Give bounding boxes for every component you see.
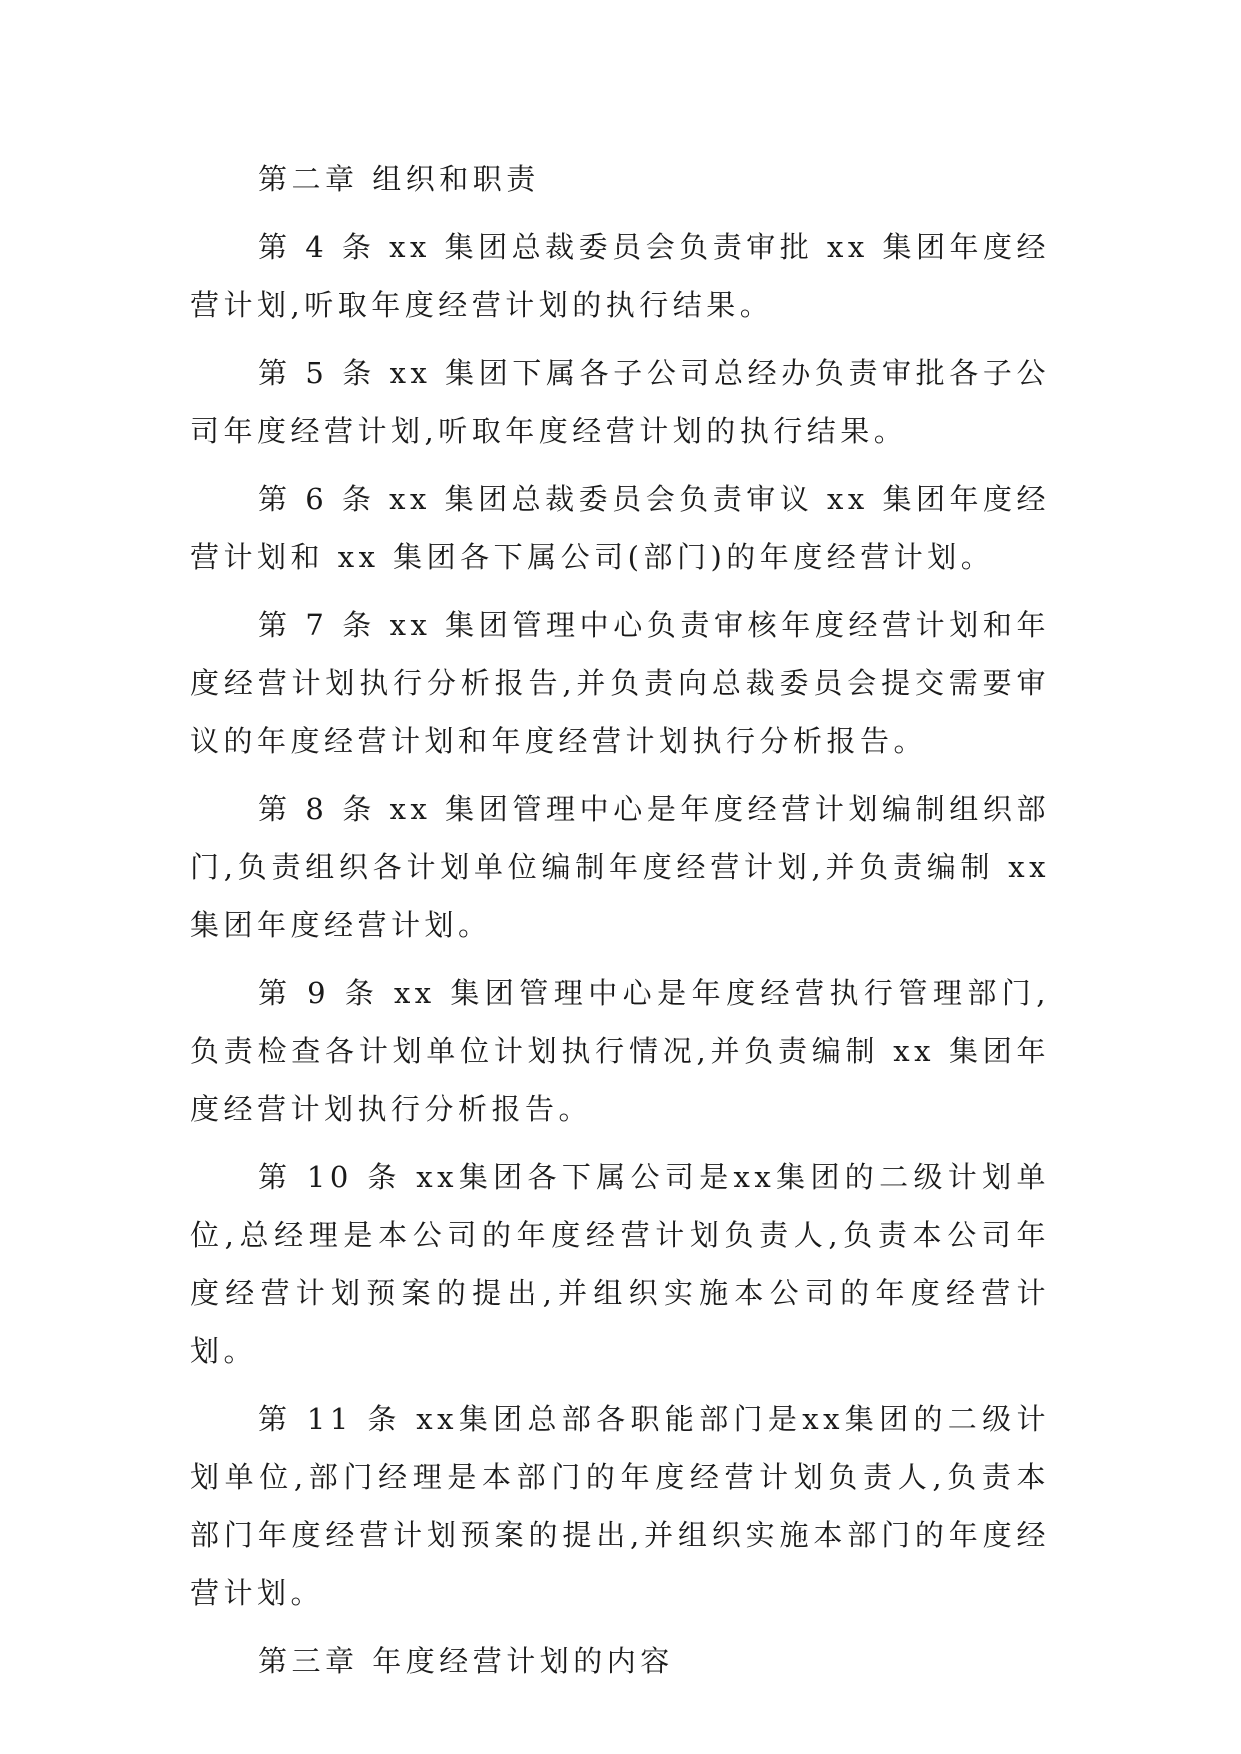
article-5: 第 5 条 xx 集团下属各子公司总经办负责审批各子公司年度经营计划,听取年度经营计划的执行结果。 [190, 356, 1050, 448]
chapter-3-heading: 第三章 年度经营计划的内容 [258, 1644, 674, 1678]
article-11: 第 11 条 xx集团总部各职能部门是xx集团的二级计划单位,部门经理是本部门的年度经营计划负责人,负责本部门年度经营计划预案的提出,并组织实施本部门的年度经营计划。 [190, 1402, 1050, 1610]
document-page [190, 150, 1050, 1700]
article-10: 第 10 条 xx集团各下属公司是xx集团的二级计划单位,总经理是本公司的年度经营计划负责人,负责本公司年度经营计划预案的提出,并组织实施本公司的年度经营计划。 [190, 1160, 1050, 1368]
article-9: 第 9 条 xx 集团管理中心是年度经营执行管理部门,负责检查各计划单位计划执行情况,并负责编制 xx 集团年度经营计划执行分析报告。 [190, 976, 1050, 1126]
chapter-2-heading: 第二章 组织和职责 [258, 162, 540, 196]
article-8: 第 8 条 xx 集团管理中心是年度经营计划编制组织部门,负责组织各计划单位编制年度经营计划,并负责编制 xx 集团年度经营计划。 [190, 792, 1050, 942]
article-4: 第 4 条 xx 集团总裁委员会负责审批 xx 集团年度经营计划,听取年度经营计划的执行结果。 [190, 230, 1050, 322]
article-6: 第 6 条 xx 集团总裁委员会负责审议 xx 集团年度经营计划和 xx 集团各下属公司(部门)的年度经营计划。 [190, 482, 1050, 574]
article-7: 第 7 条 xx 集团管理中心负责审核年度经营计划和年度经营计划执行分析报告,并负责向总裁委员会提交需要审议的年度经营计划和年度经营计划执行分析报告。 [190, 608, 1050, 758]
